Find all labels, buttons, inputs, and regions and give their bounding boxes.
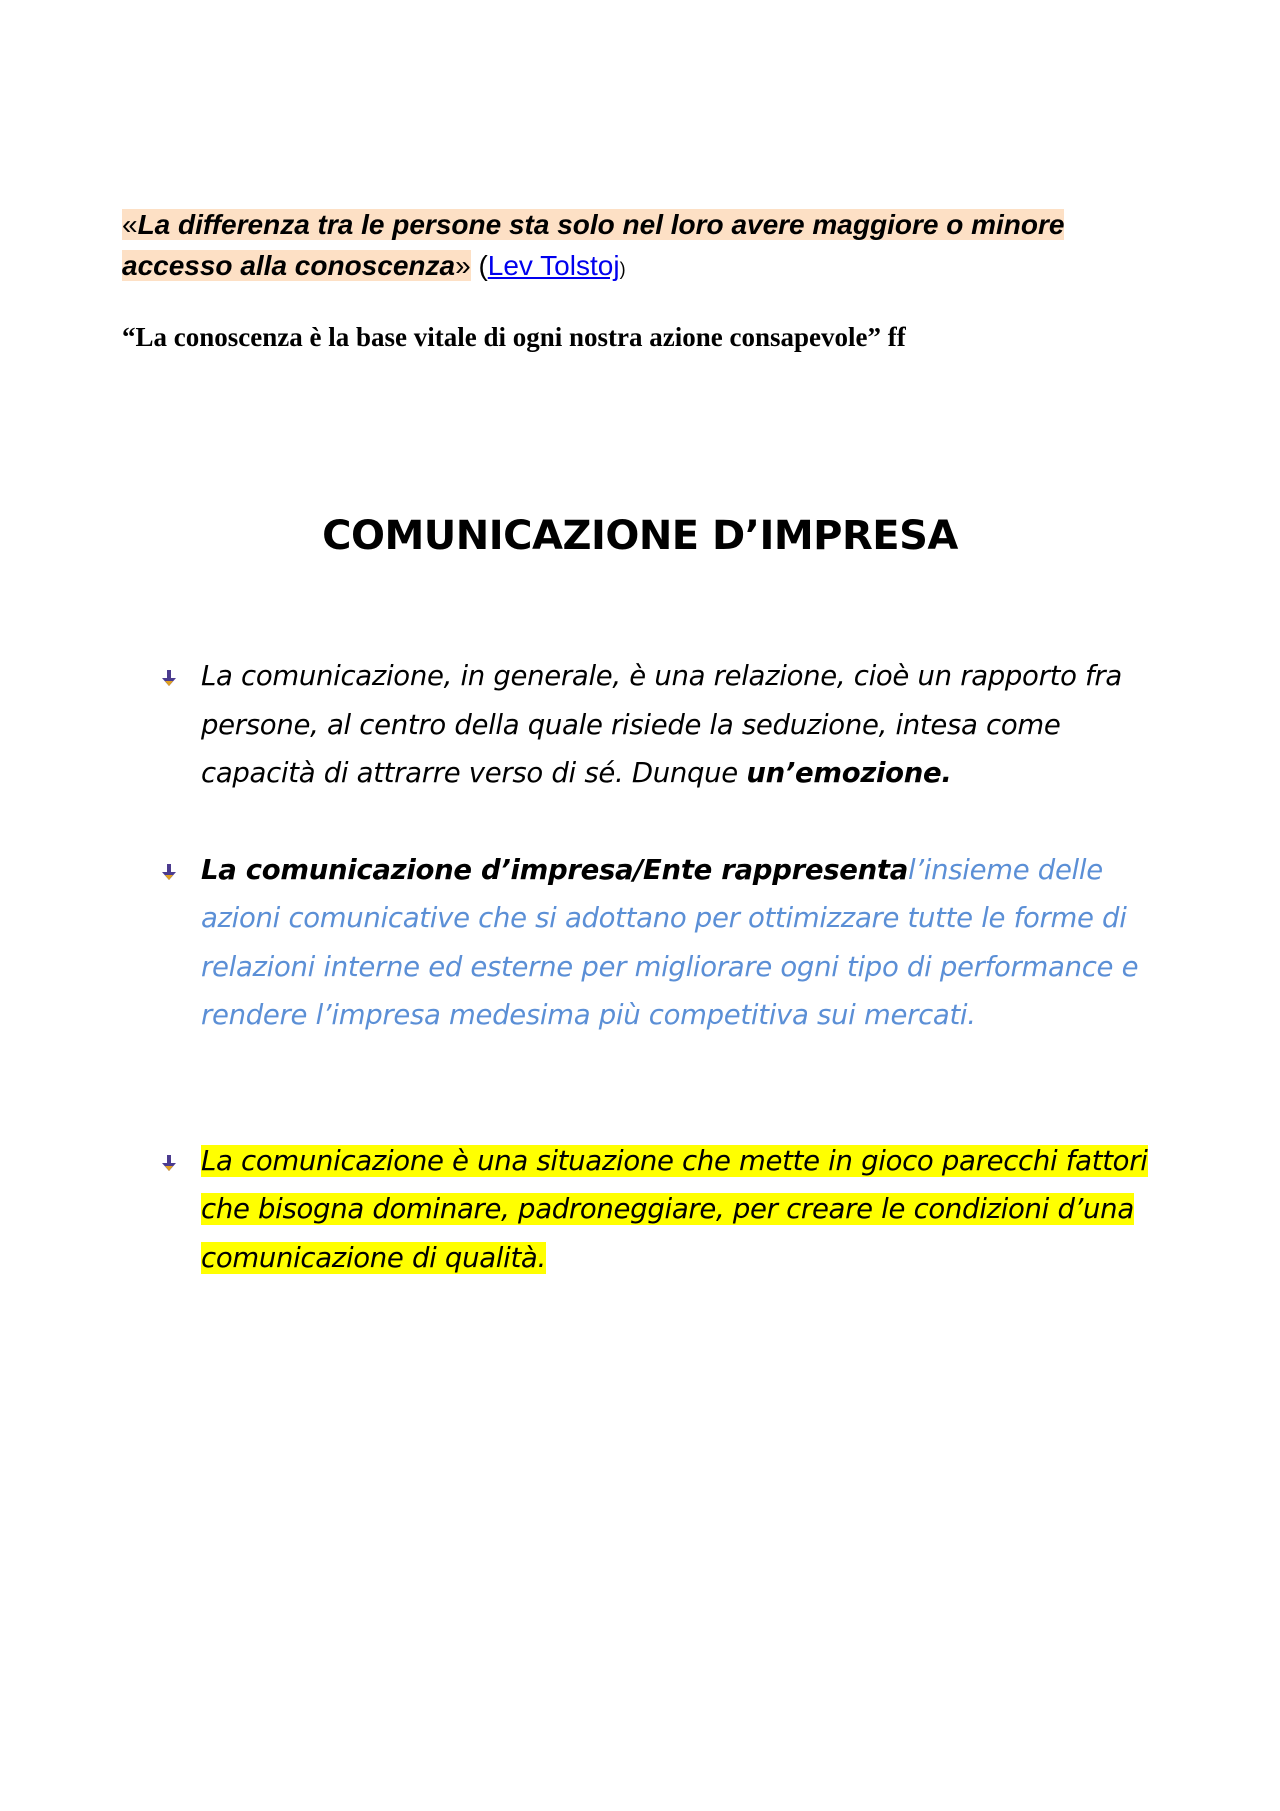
bullet-list bbox=[160, 652, 1170, 1282]
author-paren-close: ) bbox=[619, 259, 626, 279]
arrow-down-icon bbox=[162, 1155, 176, 1171]
list-item bbox=[160, 652, 1170, 798]
arrow-down-icon bbox=[162, 670, 176, 686]
bullet-text: La comunicazione, in generale, è una relazione, cioè un rapporto fra persone, al centro della quale risiede la seduzione, intesa come capacità di attrarre verso di sé. Dunque bbox=[201, 660, 1122, 789]
list-item bbox=[160, 1137, 1170, 1283]
bullet-bold-text: La comunicazione d’impresa/Ente rappresenta bbox=[201, 853, 908, 886]
tolstoj-quote bbox=[122, 204, 1152, 290]
author-paren-open: ( bbox=[478, 250, 488, 281]
arrow-down-icon bbox=[162, 864, 176, 880]
quote-open-mark: « bbox=[122, 209, 138, 240]
list-item bbox=[160, 846, 1170, 1040]
bullet-blue-text: l’insieme delle azioni comunicative che si adottano per ottimizzare tutte le forme di relazioni interne ed esterne per migliorare ogni tipo di performance e rendere l’impresa medesima più competitiva sui mercati. bbox=[201, 853, 1139, 1031]
knowledge-quote: “La conoscenza è la base vitale di ogni nostra azione consapevole” ff bbox=[122, 322, 906, 352]
bullet-bold-text: un’emozione. bbox=[746, 757, 952, 789]
quote-text: La differenza tra le persone sta solo nel loro avere maggiore o minore accesso alla conoscenza bbox=[122, 209, 1065, 281]
page-title: COMUNICAZIONE D’IMPRESA bbox=[322, 513, 958, 559]
bullet-highlighted-text: La comunicazione è una situazione che mette in gioco parecchi fattori che bisogna dominare, padroneggiare, per creare le condizioni d’una comunicazione di qualità. bbox=[201, 1144, 1148, 1274]
author-link[interactable]: Lev Tolstoj bbox=[487, 250, 620, 281]
quote-close-mark: » bbox=[455, 250, 471, 281]
